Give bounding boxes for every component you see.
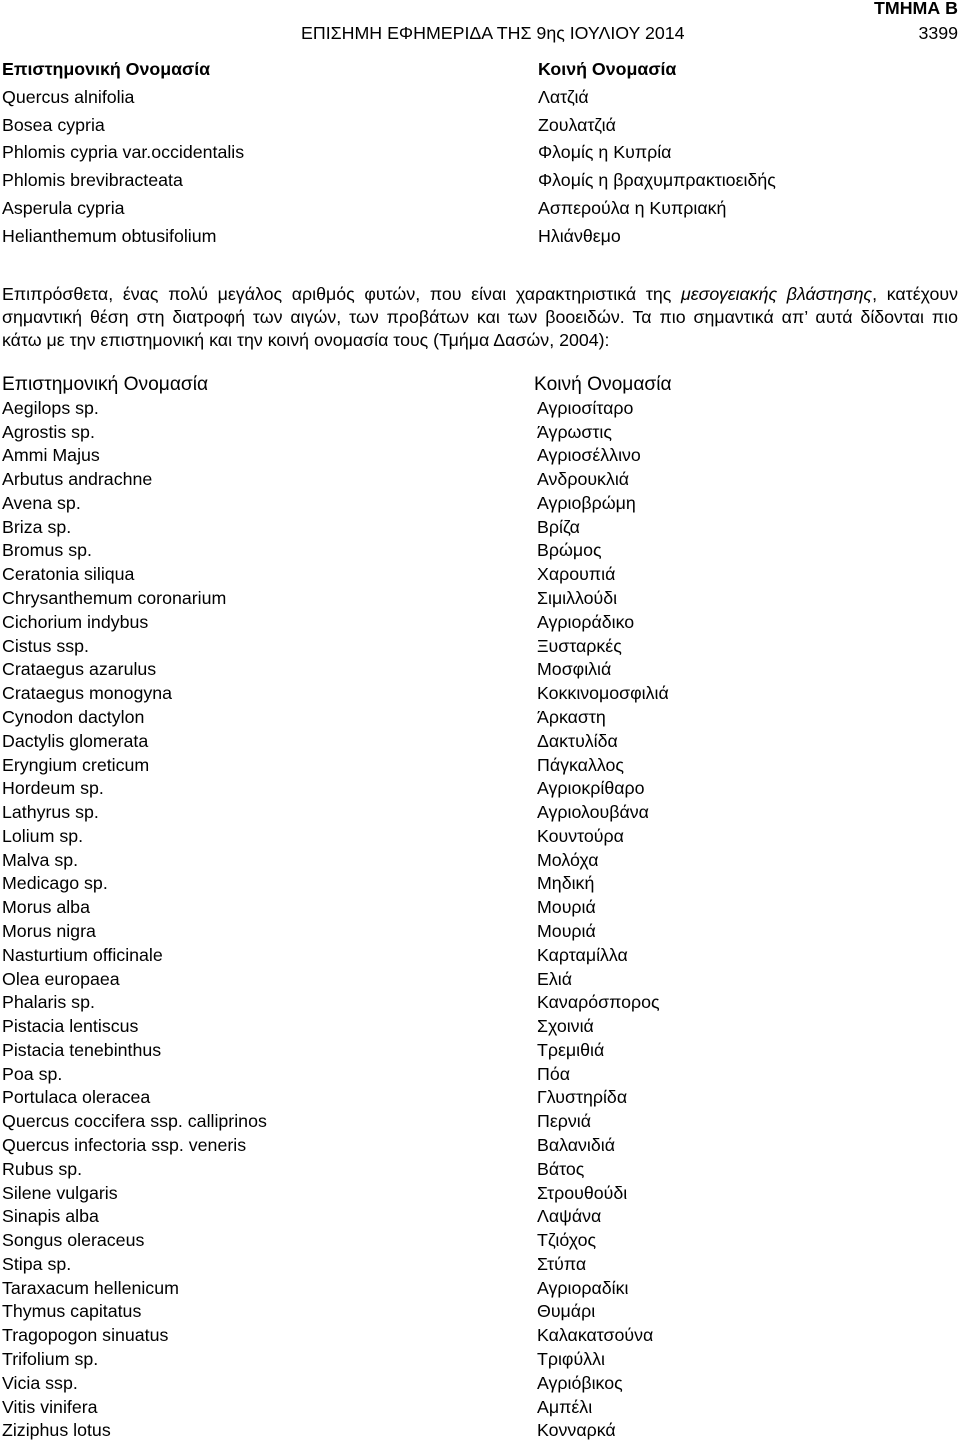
scientific-name: Eryngium creticum <box>2 754 150 775</box>
scientific-name: Crataegus monogyna <box>2 683 173 704</box>
common-name: Μουριά <box>537 920 596 941</box>
common-name: Μοσφιλιά <box>537 659 612 680</box>
common-name: Άγρωστις <box>537 421 612 442</box>
common-name: Βρίζα <box>537 516 580 537</box>
scientific-name: Nasturtium officinale <box>2 944 163 965</box>
common-name: Φλομίς η Κυπρία <box>538 142 672 163</box>
emphasized-text: μεσογειακής βλάστησης <box>681 283 873 304</box>
scientific-name: Malva sp. <box>2 849 79 870</box>
table-row <box>0 1324 960 1348</box>
table-header-row <box>0 373 960 397</box>
common-name: Μολόχα <box>537 849 599 870</box>
scientific-name: Taraxacum hellenicum <box>2 1277 179 1298</box>
table-row <box>0 139 960 167</box>
intro-paragraph <box>2 283 958 352</box>
scientific-name: Asperula cypria <box>2 197 125 218</box>
table-row <box>0 944 960 968</box>
scientific-name: Phalaris sp. <box>2 992 95 1013</box>
common-name: Πάγκαλλος <box>537 754 624 775</box>
common-name: Δακτυλίδα <box>537 730 618 751</box>
table-row <box>0 397 960 421</box>
table-row <box>0 754 960 778</box>
scientific-name: Portulaca oleracea <box>2 1087 151 1108</box>
common-name: Κονναρκά <box>537 1420 616 1441</box>
common-name: Μηδική <box>537 873 595 894</box>
table-row <box>0 539 960 563</box>
table-row <box>0 1110 960 1134</box>
scientific-name-header: Επιστημονική Ονομασία <box>2 59 211 79</box>
common-name: Αγριοσίταρο <box>537 397 634 418</box>
common-name: Βάτος <box>537 1158 585 1179</box>
common-name: Αγριοσέλλινο <box>537 445 641 466</box>
section-label: ΤΜΗΜΑ Β <box>874 0 958 18</box>
scientific-name: Trifolium sp. <box>2 1349 99 1370</box>
table-row <box>0 1372 960 1396</box>
table-row <box>0 1348 960 1372</box>
table-row <box>0 421 960 445</box>
scientific-name: Agrostis sp. <box>2 421 95 442</box>
gazette-title: ΕΠΙΣΗΜΗ ΕΦΗΜΕΡΙΔΑ ΤΗΣ 9ης ΙΟΥΛΙΟΥ 2014 <box>301 23 685 43</box>
common-name: Βρώμος <box>537 540 602 561</box>
table-row <box>0 1229 960 1253</box>
scientific-name: Pistacia tenebinthus <box>2 1039 162 1060</box>
table-row <box>0 1396 960 1420</box>
scientific-name: Ziziphus lotus <box>2 1420 111 1441</box>
table-row <box>0 1253 960 1277</box>
scientific-name: Thymus capitatus <box>2 1301 142 1322</box>
paragraph-line: σημαντική θέση στη διατροφή των αιγών, των προβάτων και των βοοειδών. Τα πιο σημαντικά απ’ αυτά δίδονται πιο <box>2 306 958 327</box>
common-name: Τριφύλλι <box>537 1349 605 1370</box>
table-row <box>0 730 960 754</box>
table-row <box>0 167 960 195</box>
scientific-name: Morus alba <box>2 897 90 918</box>
common-name: Αγριοράδικο <box>537 611 635 632</box>
common-name: Χαρουπιά <box>537 564 616 585</box>
table-row <box>0 1039 960 1063</box>
common-name: Καρταμίλλα <box>537 944 628 965</box>
common-name: Ηλιάνθεμο <box>538 225 621 246</box>
table-row <box>0 1205 960 1229</box>
paragraph-line <box>2 283 958 306</box>
common-name: Αγριοβρώμη <box>537 492 636 513</box>
scientific-name: Morus nigra <box>2 920 96 941</box>
common-name: Κουντούρα <box>537 825 624 846</box>
table-row <box>0 1158 960 1182</box>
scientific-name-header: Επιστημονική Ονομασία <box>2 374 209 395</box>
table-row <box>0 112 960 140</box>
scientific-name: Vitis vinifera <box>2 1396 98 1417</box>
table-row <box>0 1277 960 1301</box>
common-name-header: Κοινή Ονομασία <box>538 59 677 79</box>
scientific-name: Lolium sp. <box>2 825 84 846</box>
common-name: Στρουθούδι <box>537 1182 628 1203</box>
scientific-name: Medicago sp. <box>2 873 108 894</box>
common-name: Φλομίς η βραχυμπρακτιοειδής <box>538 170 776 191</box>
table-body <box>0 84 960 251</box>
table-header-row <box>0 56 960 84</box>
common-name: Αγριολουβάνα <box>537 802 649 823</box>
table-row <box>0 1015 960 1039</box>
table-row <box>0 1300 960 1324</box>
common-name: Σιμιλλούδι <box>537 588 618 609</box>
scientific-name: Briza sp. <box>2 516 72 537</box>
scientific-name: Chrysanthemum coronarium <box>2 588 227 609</box>
paragraph-text: , κατέχουν <box>872 283 958 304</box>
scientific-name: Silene vulgaris <box>2 1182 118 1203</box>
common-name: Ασπερούλα η Κυπριακή <box>538 197 727 218</box>
common-name-header: Κοινή Ονομασία <box>534 374 672 395</box>
table-row <box>0 1063 960 1087</box>
common-name: Άρκαστη <box>537 706 606 727</box>
common-name: Τρεμιθιά <box>537 1039 605 1060</box>
table-row <box>0 516 960 540</box>
table-row <box>0 777 960 801</box>
table-row <box>0 1134 960 1158</box>
forage-plants-table <box>0 373 960 1443</box>
page-number: 3399 <box>918 23 958 43</box>
common-name: Ανδρουκλιά <box>537 469 630 490</box>
table-row <box>0 872 960 896</box>
scientific-name: Phlomis brevibracteata <box>2 170 183 191</box>
table-row <box>0 492 960 516</box>
scientific-name: Helianthemum obtusifolium <box>2 225 217 246</box>
scientific-name: Vicia ssp. <box>2 1372 78 1393</box>
scientific-name: Cynodon dactylon <box>2 706 145 727</box>
table-row <box>0 468 960 492</box>
common-name: Ελιά <box>537 968 572 989</box>
scientific-name: Quercus alnifolia <box>2 86 135 107</box>
table-row <box>0 849 960 873</box>
paragraph-line: κάτω με την επιστημονική και την κοινή ονομασία τους (Τμήμα Δασών, 2004): <box>2 329 610 350</box>
table-row <box>0 611 960 635</box>
table-row <box>0 195 960 223</box>
common-name: Τζιόχος <box>537 1230 597 1251</box>
scientific-name: Aegilops sp. <box>2 397 99 418</box>
common-name: Κοκκινομοσφιλιά <box>537 683 669 704</box>
common-name: Γλυστηρίδα <box>537 1087 628 1108</box>
table-row <box>0 84 960 112</box>
table-row <box>0 825 960 849</box>
table-row <box>0 635 960 659</box>
common-name: Μουριά <box>537 897 596 918</box>
scientific-name: Avena sp. <box>2 492 81 513</box>
common-name: Λαψάνα <box>537 1206 602 1227</box>
table-row <box>0 968 960 992</box>
common-name: Περνιά <box>537 1111 592 1132</box>
paragraph-text: Επιπρόσθετα, ένας πολύ μεγάλος αριθμός φυτών, που είναι χαρακτηριστικά της <box>2 283 682 304</box>
table-row <box>0 991 960 1015</box>
scientific-name: Dactylis glomerata <box>2 730 149 751</box>
scientific-name: Hordeum sp. <box>2 778 104 799</box>
common-name: Στύπα <box>537 1253 587 1274</box>
scientific-name: Pistacia lentiscus <box>2 1016 139 1037</box>
common-name: Ξυσταρκές <box>537 635 622 656</box>
scientific-name: Ceratonia siliqua <box>2 564 135 585</box>
common-name: Αγριόβικος <box>537 1372 623 1393</box>
common-name: Πόα <box>537 1063 571 1084</box>
endemic-plants-table <box>0 56 960 251</box>
scientific-name: Lathyrus sp. <box>2 802 99 823</box>
common-name: Σχοινιά <box>537 1016 594 1037</box>
scientific-name: Cistus ssp. <box>2 635 89 656</box>
common-name: Ζουλατζιά <box>538 114 616 135</box>
scientific-name: Ammi Majus <box>2 445 100 466</box>
scientific-name: Poa sp. <box>2 1063 63 1084</box>
table-row <box>0 658 960 682</box>
table-row <box>0 1419 960 1443</box>
table-row <box>0 563 960 587</box>
common-name: Βαλανιδιά <box>537 1135 616 1155</box>
scientific-name: Quercus infectoria ssp. veneris <box>2 1135 247 1155</box>
table-row <box>0 706 960 730</box>
table-body <box>0 397 960 1443</box>
common-name: Αγριοκρίθαρο <box>537 778 645 799</box>
scientific-name: Quercus coccifera ssp. calliprinos <box>2 1111 267 1132</box>
table-row <box>0 1086 960 1110</box>
scientific-name: Bosea cypria <box>2 114 105 135</box>
common-name: Θυμάρι <box>537 1301 596 1322</box>
table-row <box>0 587 960 611</box>
common-name: Αγριοραδίκι <box>537 1277 629 1298</box>
table-row <box>0 682 960 706</box>
common-name: Λατζιά <box>538 86 589 107</box>
scientific-name: Arbutus andrachne <box>2 469 153 490</box>
table-row <box>0 801 960 825</box>
table-row <box>0 223 960 251</box>
scientific-name: Phlomis cypria var.occidentalis <box>2 142 245 163</box>
scientific-name: Cichorium indybus <box>2 611 149 632</box>
scientific-name: Crataegus azarulus <box>2 659 157 680</box>
scientific-name: Olea europaea <box>2 968 120 989</box>
scientific-name: Tragopogon sinuatus <box>2 1325 169 1346</box>
common-name: Καλακατσούνα <box>537 1325 654 1346</box>
scientific-name: Bromus sp. <box>2 540 92 561</box>
scientific-name: Songus oleraceus <box>2 1230 145 1251</box>
scientific-name: Rubus sp. <box>2 1158 83 1179</box>
table-row <box>0 1182 960 1206</box>
common-name: Αμπέλι <box>537 1396 593 1417</box>
scientific-name: Stipa sp. <box>2 1253 72 1274</box>
scientific-name: Sinapis alba <box>2 1206 99 1227</box>
table-row <box>0 896 960 920</box>
common-name: Καναρόσπορος <box>537 992 660 1013</box>
table-row <box>0 920 960 944</box>
table-row <box>0 444 960 468</box>
